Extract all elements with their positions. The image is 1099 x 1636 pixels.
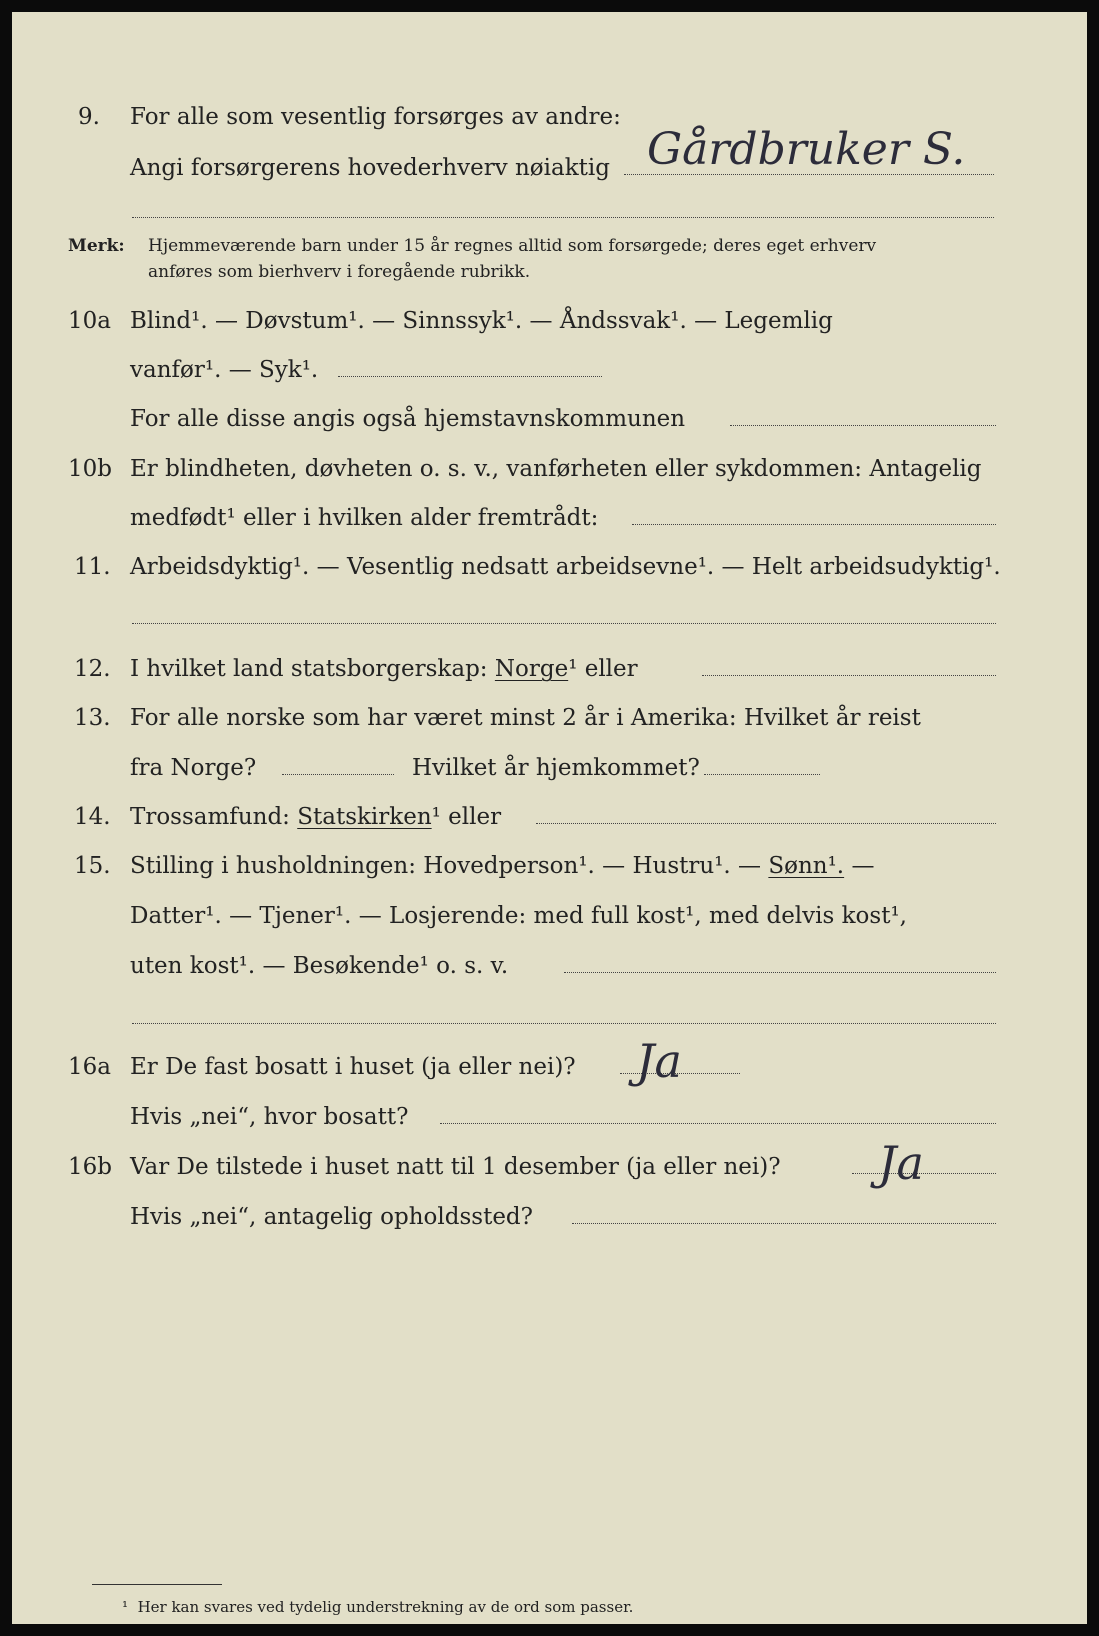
q9-line2: Angi forsørgerens hovederhverv nøiaktig — [130, 155, 610, 181]
footnote — [122, 1598, 633, 1616]
q12-number: 12. — [74, 656, 111, 682]
q16b-number: 16b — [68, 1154, 112, 1180]
q10a-kommune-line — [730, 425, 996, 426]
merk-label: Merk: — [68, 236, 125, 256]
q10b-number: 10b — [68, 456, 112, 482]
merk-line1: Hjemmeværende barn under 15 år regnes alltid som forsørgede; deres eget erhverv — [148, 236, 877, 256]
q14-answer-line — [536, 823, 996, 824]
q13-number: 13. — [74, 705, 111, 731]
q16b-opholdssted-line — [572, 1223, 996, 1224]
footnote-rule — [92, 1584, 222, 1585]
q9-extra-line — [132, 217, 994, 218]
q12-pre: I hvilket land statsborgerskap: — [130, 656, 488, 682]
q16b-line1: Var De tilstede i huset natt til 1 desember (ja eller nei)? — [130, 1154, 781, 1180]
q10b-line2: medfødt¹ eller i hvilken alder fremtrådt: — [130, 505, 599, 531]
footnote-marker: ¹ — [122, 1598, 129, 1616]
q16a-answer-handwriting: Ja — [636, 1034, 682, 1088]
q12-norge-underlined: Norge — [494, 656, 569, 682]
q12-text — [130, 656, 638, 682]
q9-number: 9. — [78, 104, 100, 130]
q11-number: 11. — [74, 554, 111, 580]
q14-pre: Trossamfund: — [130, 804, 290, 830]
q16a-bosatt-line — [440, 1123, 996, 1124]
q9-line1: For alle som vesentlig forsørges av andre: — [130, 104, 621, 130]
q16b-line2: Hvis „nei“, antagelig opholdssted? — [130, 1204, 533, 1230]
q14-number: 14. — [74, 804, 111, 830]
q10b-alder-line — [632, 524, 996, 525]
q16a-line2: Hvis „nei“, hvor bosatt? — [130, 1104, 409, 1130]
q11-extra-line — [132, 623, 996, 624]
q13-line2b: Hvilket år hjemkommet? — [412, 755, 700, 781]
q13-hjemkommet-line — [704, 774, 820, 775]
q16b-answer-line — [852, 1173, 996, 1174]
q12-post: ¹ eller — [568, 656, 638, 682]
q16a-number: 16a — [68, 1054, 111, 1080]
q15-sonn-underlined: Sønn¹. — [768, 853, 845, 879]
q14-post: ¹ eller — [431, 804, 502, 830]
q13-reist-line — [282, 774, 394, 775]
q15-number: 15. — [74, 853, 111, 879]
q9-answer-handwriting: Gårdbruker S. — [647, 124, 966, 175]
q15-line1-pre: Stilling i husholdningen: Hovedperson¹. — Hustru¹. — — [130, 853, 762, 879]
census-form-page — [12, 12, 1087, 1624]
q13-line1: For alle norske som har været minst 2 år i Amerika: Hvilket år reist — [130, 705, 921, 731]
q12-answer-line — [702, 675, 996, 676]
q10a-number: 10a — [68, 308, 111, 334]
q10a-line3: For alle disse angis også hjemstavnskommunen — [130, 406, 686, 432]
q14-text — [130, 804, 501, 830]
q15-line1 — [130, 853, 874, 879]
q15-line3: uten kost¹. — Besøkende¹ o. s. v. — [130, 953, 509, 979]
q15-answer-line — [564, 972, 996, 973]
q13-line2a: fra Norge? — [130, 755, 257, 781]
q15-line2: Datter¹. — Tjener¹. — Losjerende: med full kost¹, med delvis kost¹, — [130, 903, 907, 929]
q16b-answer-handwriting: Ja — [878, 1136, 924, 1190]
q16a-line1: Er De fast bosatt i huset (ja eller nei)? — [130, 1054, 576, 1080]
q10a-syk-line — [338, 376, 602, 377]
q14-statskirken-underlined: Statskirken — [297, 804, 432, 830]
q15-extra-line — [132, 1023, 996, 1024]
q15-line1-post: — — [851, 853, 875, 879]
q10a-line1: Blind¹. — Døvstum¹. — Sinnssyk¹. — Åndssvak¹. — Legemlig — [130, 308, 833, 334]
q10b-line1: Er blindheten, døvheten o. s. v., vanførheten eller sykdommen: Antagelig — [130, 456, 982, 482]
merk-line2: anføres som bierhverv i foregående rubrikk. — [148, 262, 531, 282]
q10a-line2: vanfør¹. — Syk¹. — [130, 357, 319, 383]
q11-line1: Arbeidsdyktig¹. — Vesentlig nedsatt arbeidsevne¹. — Helt arbeidsudyktig¹. — [130, 554, 1001, 580]
footnote-text: Her kan svares ved tydelig understrekning av de ord som passer. — [137, 1598, 634, 1616]
